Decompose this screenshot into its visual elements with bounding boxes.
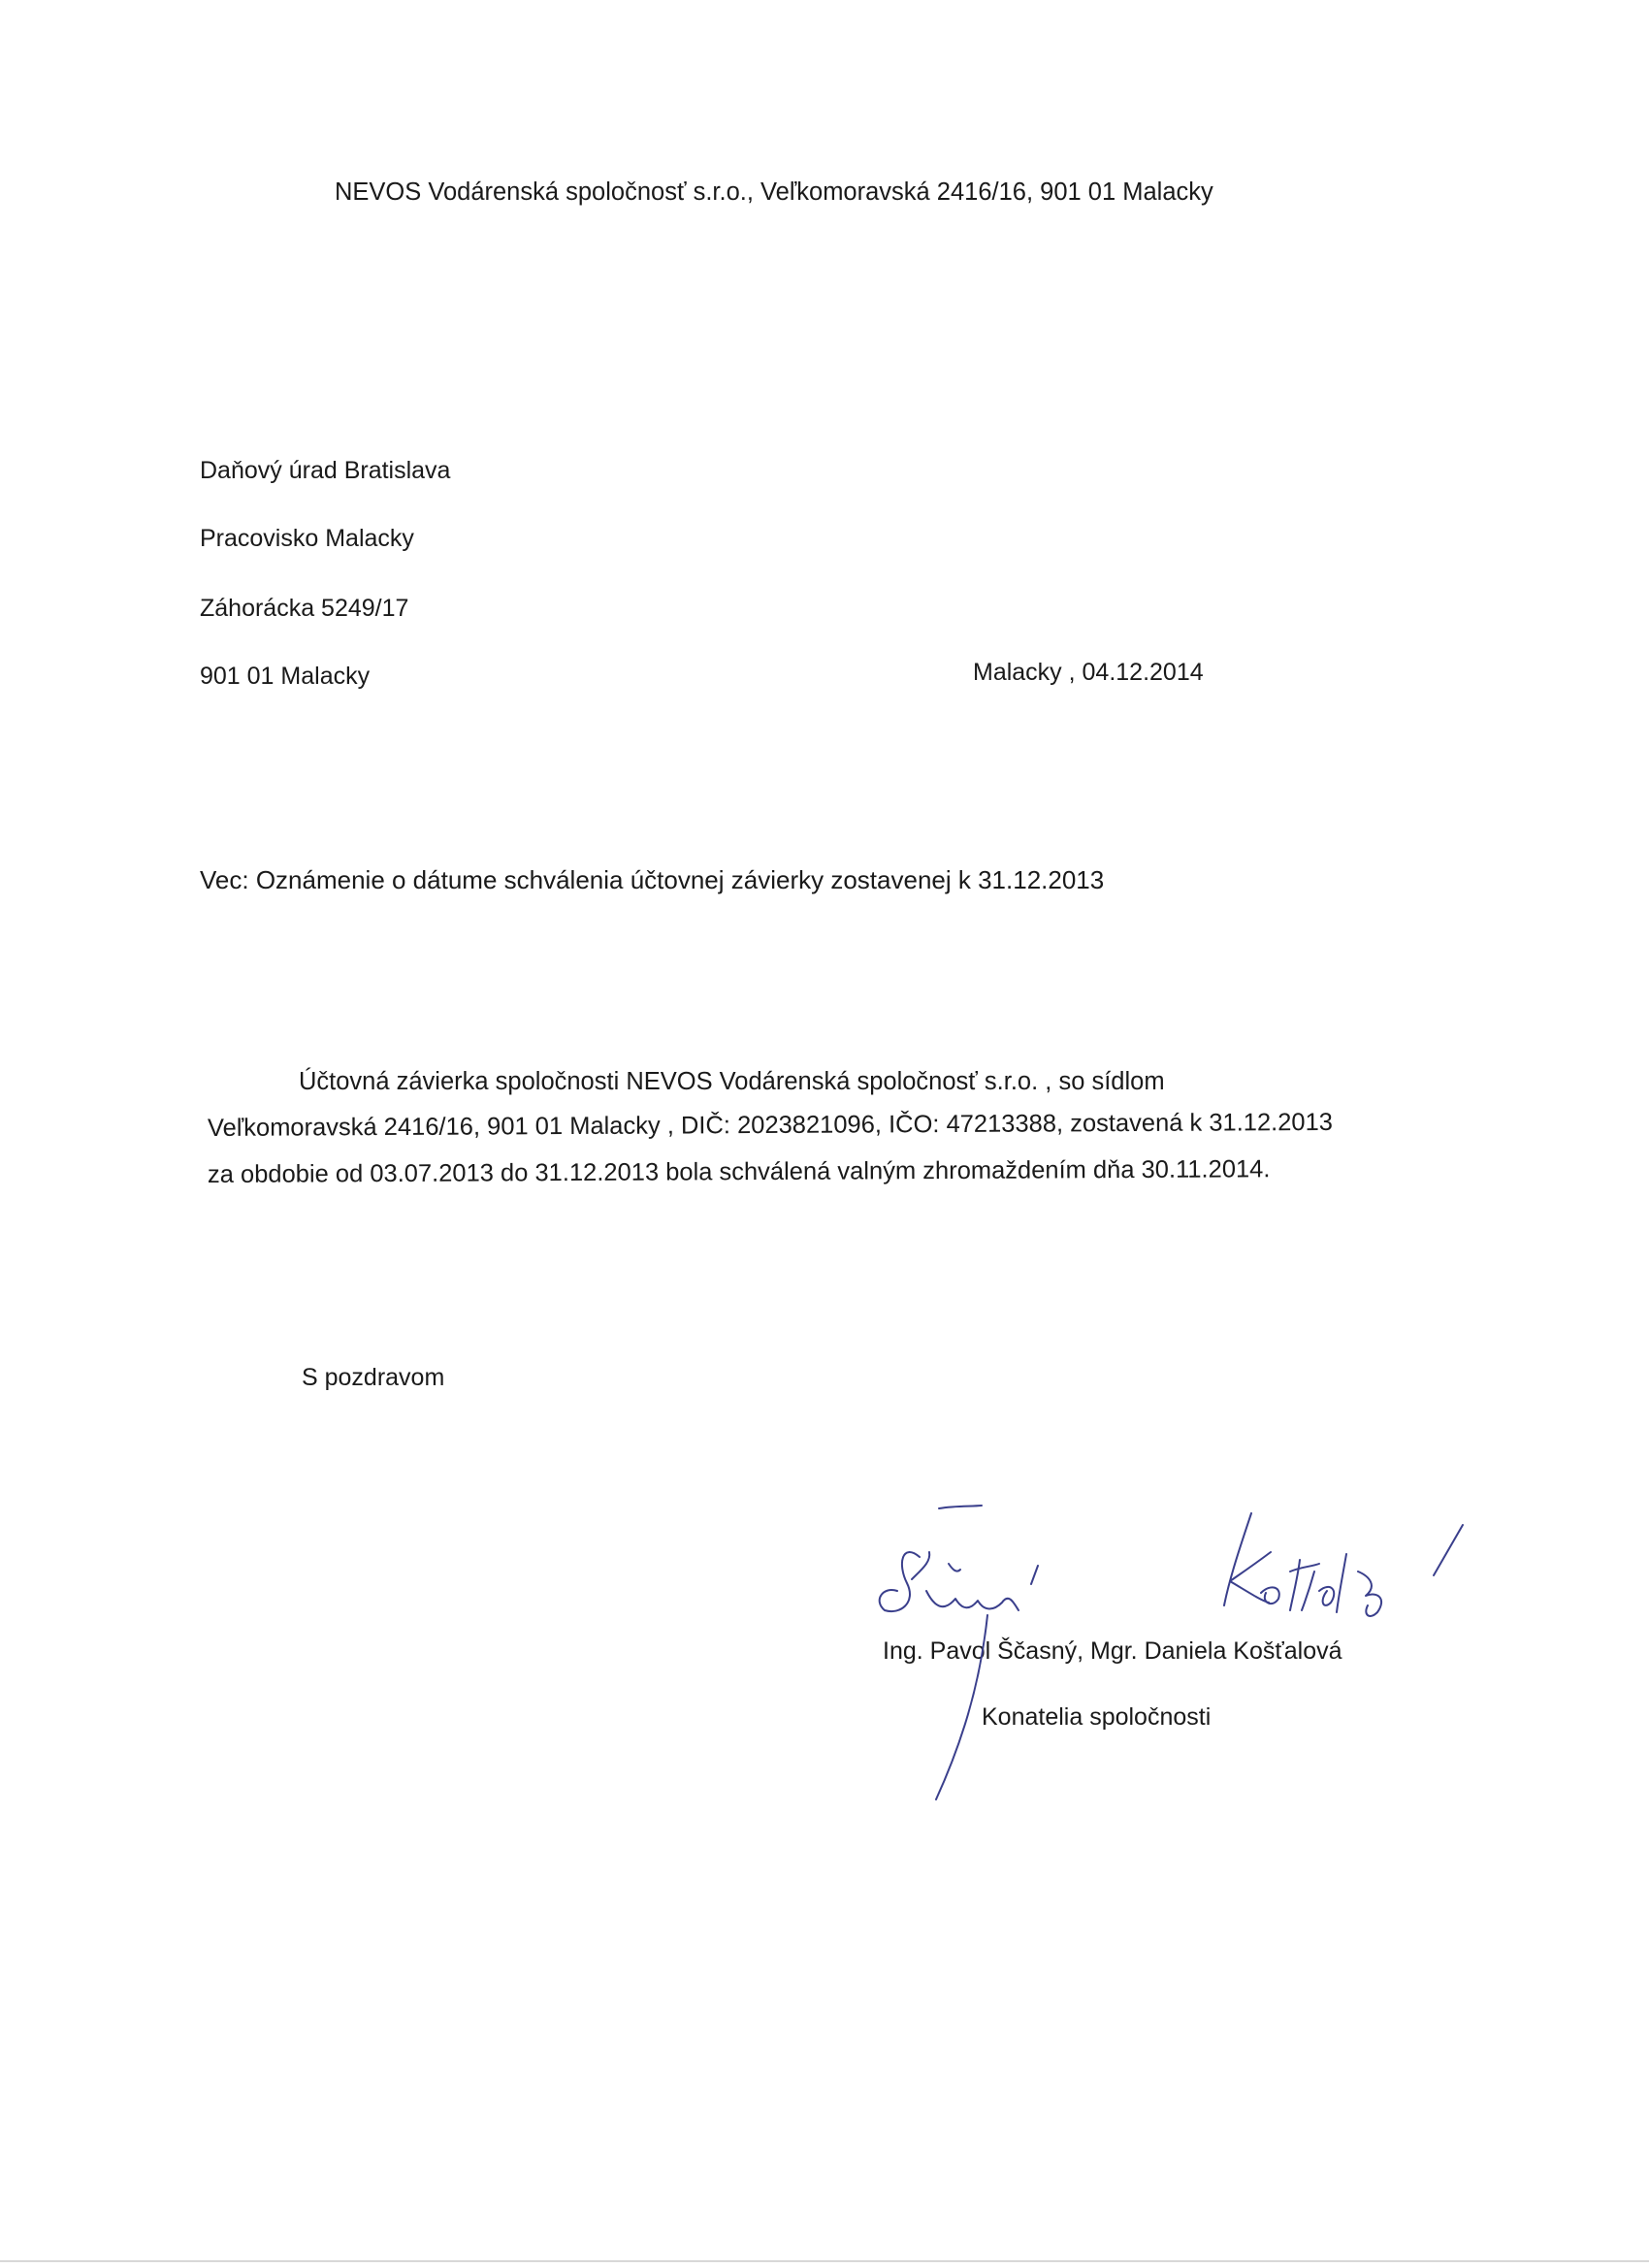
body-paragraph-line-3: za obdobie od 03.07.2013 do 31.12.2013 bola schválená valným zhromaždením dňa 30.11.2014. [207, 1155, 1271, 1188]
signatories-names: Ing. Pavol Ščasný, Mgr. Daniela Košťalová [883, 1637, 1342, 1665]
scan-bottom-edge [0, 2260, 1649, 2262]
sender-header: NEVOS Vodárenská spoločnosť s.r.o., Veľkomoravská 2416/16, 901 01 Malacky [335, 178, 1213, 206]
closing-greeting: S pozdravom [302, 1364, 445, 1391]
place-date: Malacky , 04.12.2014 [973, 659, 1204, 686]
signatories-role: Konatelia spoločnosti [982, 1703, 1212, 1731]
recipient-city: 901 01 Malacky [200, 663, 371, 690]
recipient-office: Pracovisko Malacky [200, 525, 414, 552]
subject-line: Vec: Oznámenie o dátume schválenia účtovnej závierky zostavenej k 31.12.2013 [200, 865, 1105, 894]
signature-kostalova [1224, 1513, 1463, 1616]
body-paragraph-line-1: Účtovná závierka spoločnosti NEVOS Vodárenská spoločnosť s.r.o. , so sídlom [299, 1068, 1165, 1095]
body-paragraph-line-2: Veľkomoravská 2416/16, 901 01 Malacky , DIČ: 2023821096, IČO: 47213388, zostavená k 31.12.2013 [207, 1108, 1334, 1142]
recipient-street: Záhorácka 5249/17 [200, 595, 409, 622]
recipient-name: Daňový úrad Bratislava [200, 457, 451, 484]
